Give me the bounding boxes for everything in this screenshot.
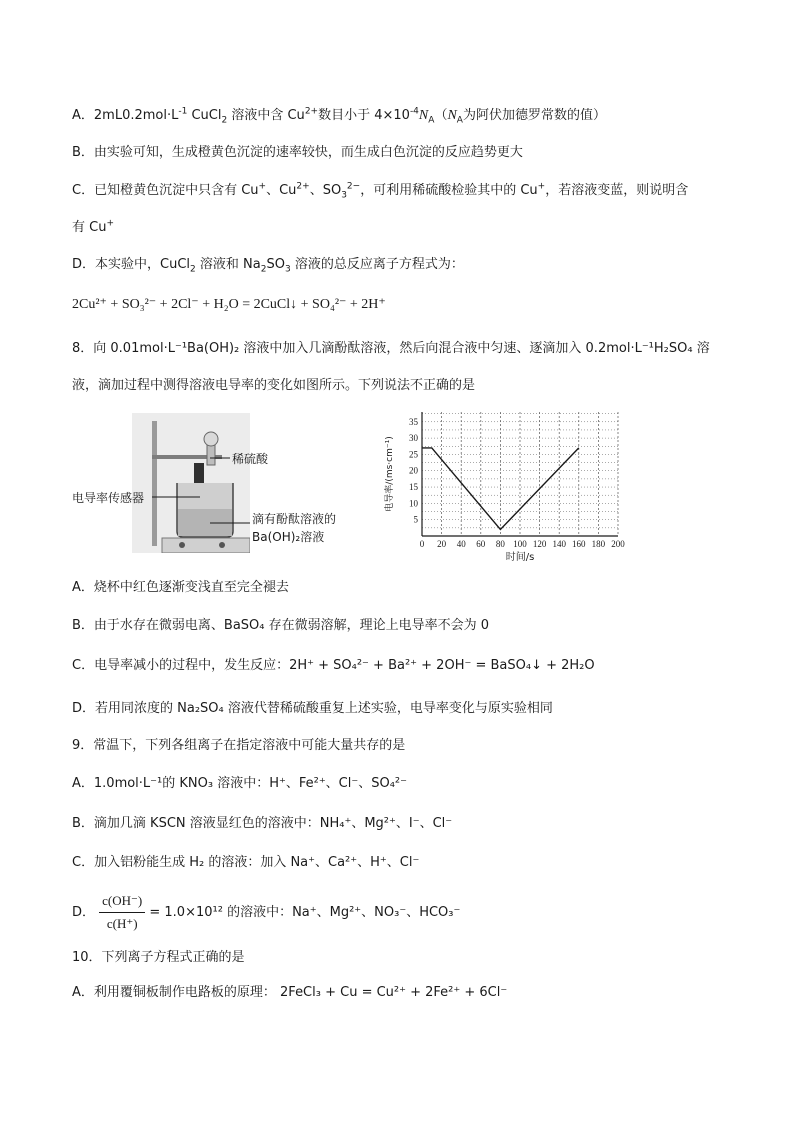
x-axis-label: 时间/s bbox=[505, 552, 535, 563]
label-conductivity-sensor: 电导率传感器 bbox=[72, 491, 145, 505]
label-dilute-sulfuric-acid: 稀硫酸 bbox=[232, 452, 269, 466]
x-tick-label: 60 bbox=[476, 539, 486, 549]
y-tick-label: 35 bbox=[409, 416, 418, 427]
q8-option-a: A．烧杯中红色逐渐变浅直至完全褪去 bbox=[72, 580, 289, 595]
q9-option-b: B．滴加几滴 KSCN 溶液显红色的溶液中：NH₄⁺、Mg²⁺、I⁻、Cl⁻ bbox=[72, 816, 453, 831]
q10-stem: 10．下列离子方程式正确的是 bbox=[72, 950, 245, 965]
q7-option-d-line1: D．本实验中，CuCl$_2$ 溶液和 $Na_2SO_3$ 溶液的总反应离子方程式为： bbox=[72, 257, 464, 275]
x-tick-label: 140 bbox=[552, 539, 566, 549]
x-tick-label: 180 bbox=[591, 539, 606, 549]
q8-option-d: D．若用同浓度的 Na₂SO₄ 溶液代替稀硫酸重复上述实验，电导率变化与原实验相同 bbox=[72, 701, 553, 716]
q9-option-a: A．1.0mol·L⁻¹的 KNO₃ 溶液中：H⁺、Fe²⁺、Cl⁻、SO₄²⁻ bbox=[72, 776, 407, 791]
x-tick-label: 40 bbox=[456, 539, 466, 549]
q7-option-a: A．$2mL0.2mol\cdot L^{-1}$ CuCl$_2$ 溶液中含 $Cu^{2+}$数目小于 $4\times 10^{-4}N_A(N_A$为阿伏加德罗常数的值） bbox=[72, 106, 606, 126]
q8-option-b: B．由于水存在微弱电离、BaSO₄ 存在微弱溶解，理论上电导率不会为 0 bbox=[72, 618, 490, 633]
label-solution-line1: 滴有酚酞溶液的 bbox=[252, 512, 337, 526]
y-tick-label: 5 bbox=[413, 514, 418, 525]
y-tick-label: 15 bbox=[409, 482, 418, 493]
x-tick-label: 0 bbox=[419, 539, 425, 549]
q8-stem-line2: 液，滴加过程中测得溶液电导率的变化如图所示。下列说法不正确的是 bbox=[72, 378, 476, 393]
y-tick-label: 20 bbox=[409, 465, 418, 476]
x-tick-label: 160 bbox=[572, 539, 586, 549]
x-tick-label: 120 bbox=[532, 539, 547, 549]
conductivity-chart bbox=[378, 408, 628, 568]
q7-option-d-equation: 2Cu²⁺ + SO₃²⁻ + 2Cl⁻ + H₂O = 2CuCl↓ + SO₄²⁻ + 2H⁺ bbox=[72, 297, 386, 312]
q10-option-a: A．利用覆铜板制作电路板的原理： 2FeCl₃ + Cu = Cu²⁺ + 2Fe²⁺ + 6Cl⁻ bbox=[72, 985, 508, 1000]
q7-option-c-line1: C．已知橙黄色沉淀中只含有 Cu+、$Cu^{2+}$、$SO_3^{2-}$，可利用稀硫酸检验其中的 Cu+，若溶液变蓝，则说明含 bbox=[72, 181, 689, 201]
y-axis-label: 电导率/(ms·cm⁻¹) bbox=[385, 436, 395, 512]
q9-stem: 9．常温下，下列各组离子在指定溶液中可能大量共存的是 bbox=[72, 738, 406, 753]
q9-option-d: D． $\frac{c(OH^-)}{c(H^+)}$ = 1.0×10¹² 的溶液中：Na⁺、Mg²⁺、NO₃⁻、HCO₃⁻ bbox=[72, 890, 460, 935]
q8-stem-line1: 8．向 0.01mol·L⁻¹Ba(OH)₂ 溶液中加入几滴酚酞溶液，然后向混合液中匀速、逐滴加入 0.2mol·L⁻¹H₂SO₄ 溶 bbox=[72, 341, 710, 356]
x-tick-label: 200 bbox=[611, 539, 625, 549]
ratio-fraction: $\frac{c(OH^-)}{c(H^+)}$ bbox=[99, 890, 145, 935]
y-tick-label: 25 bbox=[409, 449, 418, 460]
label-solution-line2: Ba(OH)₂溶液 bbox=[252, 530, 325, 544]
q8-option-c: C．电导率减小的过程中，发生反应：2H⁺ + SO₄²⁻ + Ba²⁺ + 2OH⁻ = BaSO₄↓ + 2H₂O bbox=[72, 658, 595, 673]
conductivity-chart-svg bbox=[378, 408, 628, 568]
q7-option-b: B．由实验可知，生成橙黄色沉淀的速率较快，而生成白色沉淀的反应趋势更大 bbox=[72, 145, 523, 160]
x-tick-label: 80 bbox=[495, 539, 505, 549]
y-tick-label: 10 bbox=[409, 498, 418, 509]
y-tick-label: 30 bbox=[409, 433, 418, 444]
q9-option-c: C．加入铝粉能生成 H₂ 的溶液：加入 Na⁺、Ca²⁺、H⁺、Cl⁻ bbox=[72, 855, 420, 870]
x-tick-label: 100 bbox=[513, 539, 527, 549]
x-tick-label: 20 bbox=[437, 539, 447, 549]
q7-option-c-line2: 有 Cu+ bbox=[72, 218, 114, 235]
